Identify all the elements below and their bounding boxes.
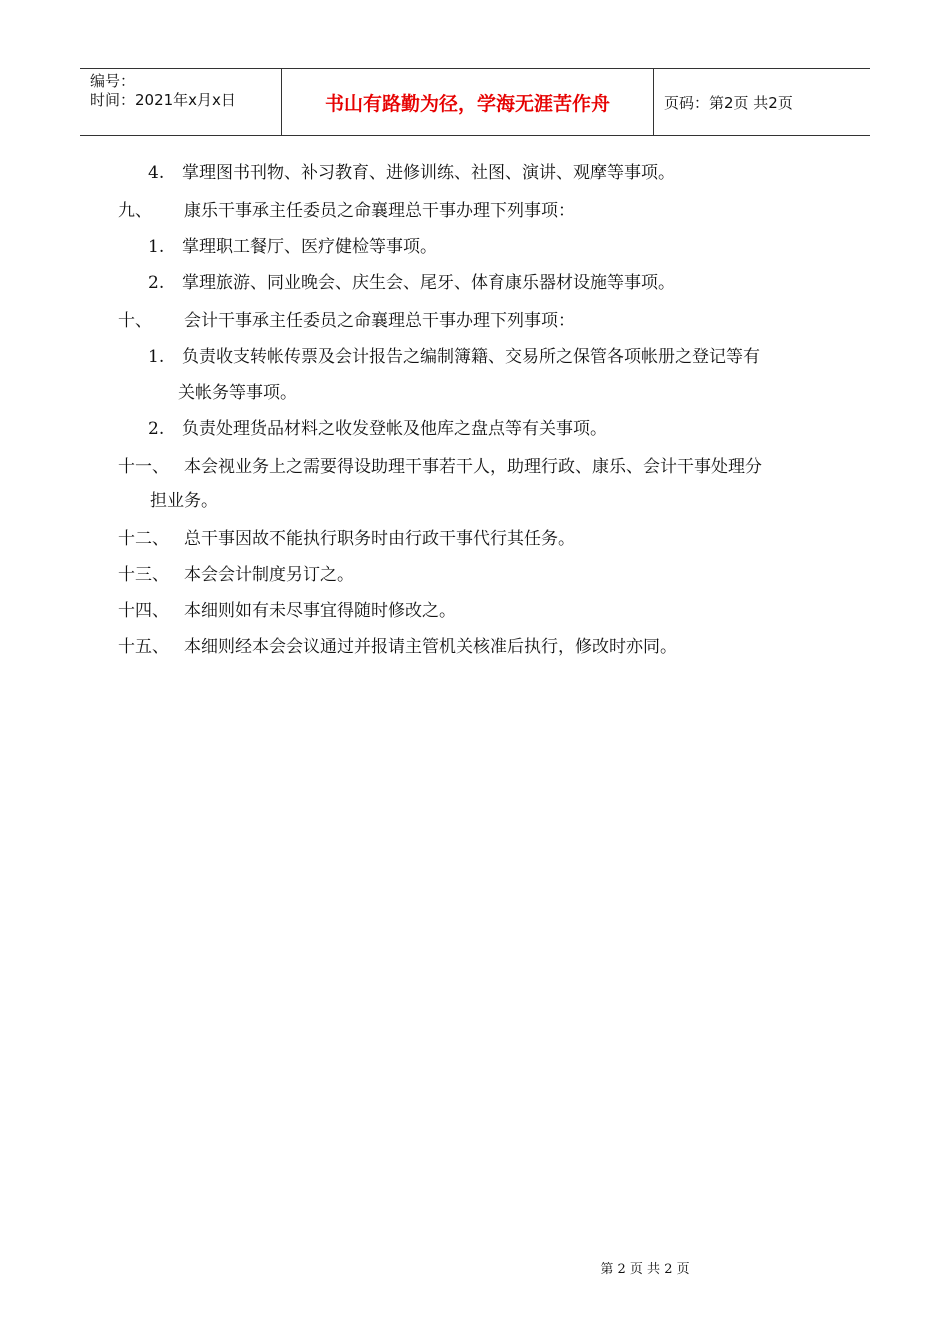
paragraph-line — [118, 456, 762, 478]
item-text: 关帐务等事项。 — [178, 383, 297, 403]
item-text: 康乐干事承主任委员之命襄理总干事办理下列事项： — [184, 201, 575, 221]
paragraph-line — [118, 528, 575, 550]
date-label: 时间：2021年x月x日 — [90, 91, 236, 109]
paragraph-line — [118, 310, 575, 332]
paragraph-line — [148, 418, 607, 440]
item-text: 掌理职工餐厅、医疗健检等事项。 — [182, 237, 437, 257]
item-number: 十一、 — [118, 457, 169, 477]
item-text: 本细则如有未尽事宜得随时修改之。 — [184, 601, 456, 621]
paragraph-line — [148, 272, 675, 294]
item-text: 掌理旅游、同业晚会、庆生会、尾牙、体育康乐器材设施等事项。 — [182, 273, 675, 293]
paragraph-line — [148, 236, 437, 258]
item-number: 十二、 — [118, 529, 169, 549]
item-text: 会计干事承主任委员之命襄理总干事办理下列事项： — [184, 311, 575, 331]
item-text: 掌理图书刊物、补习教育、进修训练、社图、演讲、观摩等事项。 — [182, 163, 675, 183]
paragraph-line — [118, 564, 354, 586]
header-page-label: 页码：第2页 共2页 — [664, 93, 793, 112]
item-text: 本会会计制度另订之。 — [184, 565, 354, 585]
header-left-cell — [80, 69, 282, 135]
item-number: 十、 — [118, 311, 152, 331]
header-motto: 书山有路勤为径，学海无涯苦作舟 — [282, 69, 654, 135]
item-number: 十五、 — [118, 637, 169, 657]
paragraph-line — [178, 382, 297, 404]
item-text: 负责收支转帐传票及会计报告之编制簿籍、交易所之保管各项帐册之登记等有 — [182, 347, 760, 367]
item-text: 负责处理货品材料之收发登帐及他库之盘点等有关事项。 — [182, 419, 607, 439]
item-text: 总干事因故不能执行职务时由行政干事代行其任务。 — [184, 529, 575, 549]
paragraph-line — [118, 636, 677, 658]
item-number: 2. — [148, 273, 165, 293]
paragraph-line — [118, 200, 575, 222]
paragraph-line — [118, 600, 456, 622]
item-number: 2. — [148, 419, 165, 439]
item-number: 九、 — [118, 201, 152, 221]
item-text: 担业务。 — [150, 491, 218, 511]
item-number: 十四、 — [118, 601, 169, 621]
item-number: 1. — [148, 237, 165, 257]
item-number: 十三、 — [118, 565, 169, 585]
item-text: 本会视业务上之需要得设助理干事若干人，助理行政、康乐、会计干事处理分 — [184, 457, 762, 477]
serial-number-label: 编号： — [90, 72, 136, 90]
page-footer: 第 2 页 共 2 页 — [600, 1262, 690, 1277]
paragraph-line — [148, 346, 760, 368]
paragraph-line — [150, 490, 218, 512]
paragraph-line — [148, 162, 675, 184]
page-header — [80, 68, 870, 136]
item-number: 1. — [148, 347, 165, 367]
item-text: 本细则经本会会议通过并报请主管机关核准后执行，修改时亦同。 — [184, 637, 677, 657]
item-number: 4. — [148, 163, 165, 183]
